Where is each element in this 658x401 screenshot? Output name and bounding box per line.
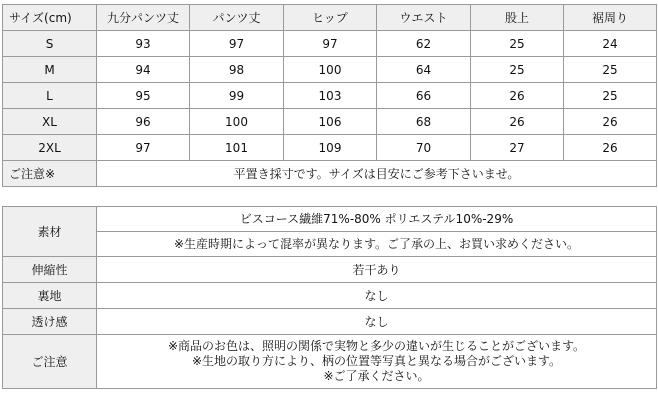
size-value-cell: 97 xyxy=(190,31,284,57)
notes-row xyxy=(3,335,657,389)
size-note-label: ご注意※ xyxy=(3,161,97,187)
size-row xyxy=(3,57,657,83)
stretch-row xyxy=(3,257,657,283)
size-value-cell: 98 xyxy=(190,57,284,83)
sheer-value: なし xyxy=(97,309,657,335)
size-value-cell: 64 xyxy=(377,57,471,83)
notes-line: ※商品のお色は、照明の関係で実物と多少の違いが生じることがございます。 xyxy=(167,339,586,353)
size-name-cell: 2XL xyxy=(3,135,97,161)
material-composition-note: ※生産時期によって混率が異なります。ご了承の上、お買い求めください。 xyxy=(97,232,657,257)
size-row xyxy=(3,135,657,161)
size-value-cell: 94 xyxy=(97,57,190,83)
size-value-cell: 96 xyxy=(97,109,190,135)
size-value-cell: 66 xyxy=(377,83,471,109)
size-value-cell: 26 xyxy=(564,109,657,135)
size-row xyxy=(3,109,657,135)
material-row xyxy=(3,207,657,232)
size-header-cell: ウエスト xyxy=(377,5,471,31)
notes-line: ※ご了承ください。 xyxy=(323,369,430,383)
size-value-cell: 26 xyxy=(471,109,564,135)
size-value-cell: 106 xyxy=(284,109,377,135)
material-table xyxy=(2,206,657,389)
size-header-cell: ヒップ xyxy=(284,5,377,31)
size-name-cell: L xyxy=(3,83,97,109)
size-value-cell: 93 xyxy=(97,31,190,57)
notes-label: ご注意 xyxy=(3,335,97,389)
size-note-text: 平置き採寸です。サイズは目安にご参考下さいませ。 xyxy=(97,161,657,187)
size-table xyxy=(2,4,657,187)
size-name-cell: S xyxy=(3,31,97,57)
size-name-cell: M xyxy=(3,57,97,83)
size-value-cell: 27 xyxy=(471,135,564,161)
lining-label: 裏地 xyxy=(3,283,97,309)
size-note-row xyxy=(3,161,657,187)
size-value-cell: 25 xyxy=(564,57,657,83)
stretch-value: 若干あり xyxy=(97,257,657,283)
size-value-cell: 99 xyxy=(190,83,284,109)
notes-line: ※生地の取り方により、柄の位置等写真と異なる場合がございます。 xyxy=(191,354,562,368)
size-value-cell: 100 xyxy=(284,57,377,83)
lining-value: なし xyxy=(97,283,657,309)
size-value-cell: 25 xyxy=(471,57,564,83)
size-value-cell: 62 xyxy=(377,31,471,57)
lining-row xyxy=(3,283,657,309)
stretch-label: 伸縮性 xyxy=(3,257,97,283)
size-row xyxy=(3,83,657,109)
size-value-cell: 25 xyxy=(471,31,564,57)
size-value-cell: 68 xyxy=(377,109,471,135)
size-value-cell: 109 xyxy=(284,135,377,161)
notes-cell xyxy=(97,335,657,389)
sheer-row xyxy=(3,309,657,335)
size-header-cell: サイズ(cm) xyxy=(3,5,97,31)
size-value-cell: 26 xyxy=(564,135,657,161)
size-value-cell: 26 xyxy=(471,83,564,109)
size-value-cell: 24 xyxy=(564,31,657,57)
size-value-cell: 97 xyxy=(97,135,190,161)
size-value-cell: 25 xyxy=(564,83,657,109)
size-value-cell: 70 xyxy=(377,135,471,161)
size-row xyxy=(3,31,657,57)
size-header-cell: 股上 xyxy=(471,5,564,31)
sheer-label: 透け感 xyxy=(3,309,97,335)
size-value-cell: 103 xyxy=(284,83,377,109)
size-header-row xyxy=(3,5,657,31)
size-value-cell: 100 xyxy=(190,109,284,135)
size-name-cell: XL xyxy=(3,109,97,135)
size-value-cell: 95 xyxy=(97,83,190,109)
material-label: 素材 xyxy=(3,207,97,257)
size-value-cell: 97 xyxy=(284,31,377,57)
size-value-cell: 101 xyxy=(190,135,284,161)
size-header-cell: 九分パンツ丈 xyxy=(97,5,190,31)
size-header-cell: パンツ丈 xyxy=(190,5,284,31)
material-row xyxy=(3,232,657,257)
material-composition: ビスコース繊維71%-80% ポリエステル10%-29% xyxy=(97,207,657,232)
size-header-cell: 裾周り xyxy=(564,5,657,31)
